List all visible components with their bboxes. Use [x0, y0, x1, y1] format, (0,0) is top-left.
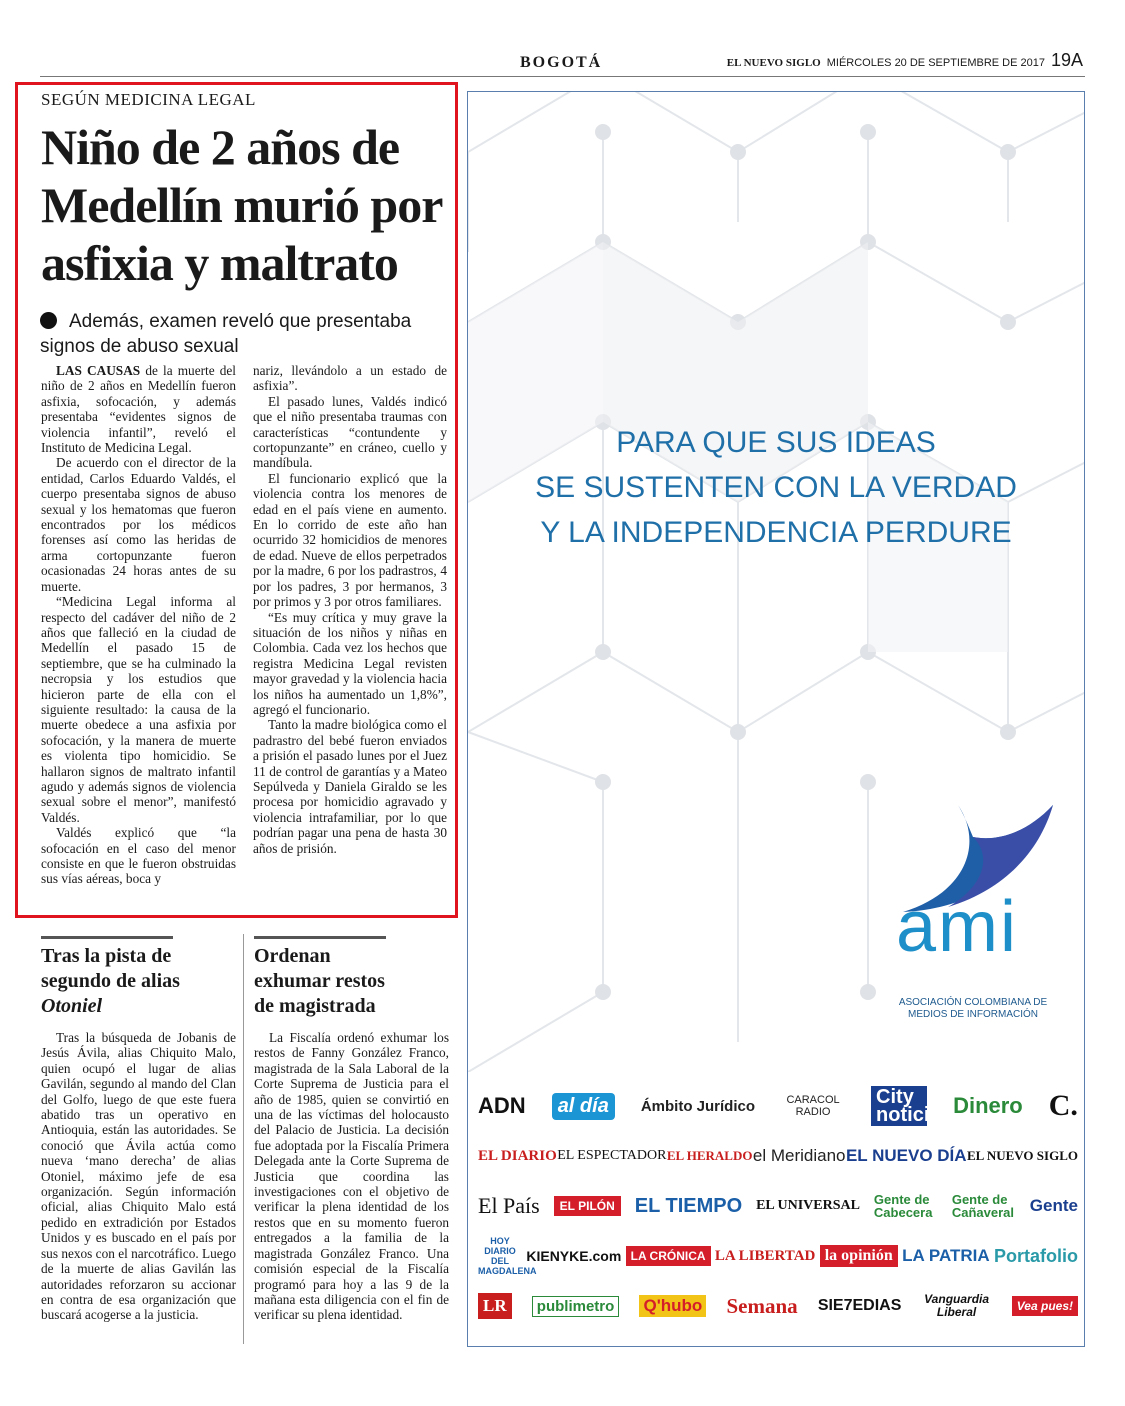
paragraph: De acuerdo con el director de la entidad, Carlos Eduardo Valdés, el cuerpo presentaba signos de abuso sexual y los hematomas que fueron encontrados por los médicos forenses así como las heridas de arma cortopunzante fueron ocasionadas 24 horas antes de su muerte.	[41, 455, 236, 594]
logo-la-patria: LA PATRIA	[902, 1246, 990, 1265]
logo-ambito-juridico: Ámbito Jurídico	[640, 1097, 756, 1115]
ad-slogan	[468, 420, 1084, 555]
logo-el-tiempo: EL TIEMPO	[634, 1194, 743, 1217]
logo-publimetro: publimetro	[532, 1296, 620, 1317]
logo-dinero: Dinero	[953, 1093, 1023, 1118]
title-line: de magistrada	[254, 995, 376, 1017]
logo-el-pais: El País	[478, 1193, 540, 1218]
logo-row	[478, 1282, 1078, 1330]
advertisement	[467, 91, 1085, 1347]
subhead-text: Además, examen reveló que presentaba signos de abuso sexual	[40, 311, 412, 357]
logo-el-meridiano: el Meridiano	[752, 1146, 846, 1165]
article-2-body: Tras la búsqueda de Jobanis de Jesús Ávila, alias Chiquito Malo, quien ocupó el lugar de alias Gavilán, segundo al mando del Clan del Golfo, luego de que este fuera abatido tras un operativo en Antioquia, están las autoridades. Se conoció que Ávila actúa como nueva ‘mano derecha’ de alias Otoniel, máximo jefe de esa organización. Según información oficial, alias Chiquito Malo está pedido en extradición por Estados Unidos y es buscado en el país por sus nexos con el narcotráfico. Luego de la muerte de alias Gavilán las autoridades reforzaron su accionar en contra de esa organización que buscará acogerse a la justicia.	[41, 1030, 236, 1323]
paragraph: “Medicina Legal informa al respecto del cadáver del niño de 2 años que falleció en la ciudad de Medellín el pasado 15 de septiembre, que se ha culminado la necropsia y los estudios que hicieron parte de ella con el siguiente resultado: la causa de la muerte obedece a una asfixia por sofocación, y la manera de muerte es violenta tipo homicidio. Se hallaron signos de maltrato infantil agudo y además signos de violencia sexual sobre el menor”, manifestó Valdés.	[41, 594, 236, 825]
logo-la-libertad: LA LIBERTAD	[714, 1247, 816, 1264]
logo-row	[478, 1182, 1078, 1230]
logo-row	[478, 1082, 1078, 1130]
paragraph: “Es muy crítica y muy grave la situación de los niños y niñas en Colombia. Cada vez los hechos que registra Medicina Legal revisten mayor gravedad y la violencia hacia los niños ha aumentado un 1,8%”, agregó el funcionario.	[253, 609, 447, 717]
column-divider	[243, 934, 244, 1344]
paragraph	[41, 363, 236, 455]
logo-adn: ADN	[478, 1093, 526, 1118]
slogan-line: PARA QUE SUS IDEAS	[616, 426, 936, 459]
title-line: exhumar restos	[254, 970, 385, 992]
slogan-line: Y LA INDEPENDENCIA PERDURE	[540, 516, 1012, 549]
article-column-1	[41, 363, 236, 887]
page-header-info	[727, 50, 1083, 71]
lead-word: LAS CAUSAS	[56, 363, 141, 378]
org-line: ASOCIACIÓN COLOMBIANA DE	[898, 997, 1048, 1008]
article-column-2	[253, 363, 447, 856]
page-number: 19A	[1050, 50, 1083, 70]
title-line: Otoniel	[41, 995, 103, 1017]
logo-el-pilon: EL PILÓN	[554, 1196, 621, 1216]
org-line: MEDIOS DE INFORMACIÓN	[907, 1009, 1038, 1020]
paragraph: nariz, llevándolo a un estado de asfixia”.	[253, 363, 447, 394]
logo-row	[478, 1132, 1078, 1180]
logo-portafolio: Portafolio	[994, 1245, 1078, 1266]
article-rule	[254, 936, 386, 939]
article-3-title	[254, 944, 449, 1019]
logo-el-diario: EL DIARIO	[478, 1147, 557, 1164]
logo-gente-cabecera: Gente de Cabecera	[873, 1192, 933, 1220]
header-rule	[40, 76, 1085, 77]
article-subhead	[40, 309, 450, 359]
section-name: BOGOTÁ	[520, 54, 603, 71]
ami-organization	[868, 997, 1078, 1021]
logo-semana: Semana	[726, 1293, 798, 1318]
logo-el-heraldo: EL HERALDO	[666, 1148, 753, 1163]
logo-la-opinion: la opinión	[820, 1245, 898, 1267]
title-line: Ordenan	[254, 945, 331, 967]
logo-qhubo: Q'hubo	[639, 1295, 706, 1317]
paragraph: El funcionario explicó que la violencia contra los menores de edad en el país viene en aumento. En lo corrido de este año han ocurrido 32 homicidios de menores de edad. Nueve de ellos perpetrados por la madre, 6 por los padrastros, 4 por los padres, 3 por hermanos, 3 por primos y 3 por otros familiares.	[253, 470, 447, 610]
slogan-line: SE SUSTENTEN CON LA VERDAD	[535, 471, 1017, 504]
logo-la-cronica: LA CRÓNICA	[626, 1246, 711, 1266]
paragraph: Tanto la madre biológica como el padrastro del bebé fueron enviados a prisión el pasado lunes por el Juez 11 de control de garantías y a Mateo Sepúlveda y Daniela Giraldo se les procesa por homicidio agravado y violencia intrafamiliar, por lo que podrían pagar una pena de hasta 30 años de prisión.	[253, 717, 447, 856]
newspaper-name: EL NUEVO SIGLO	[726, 57, 821, 69]
bullet-icon	[40, 312, 57, 329]
article-headline: Niño de 2 años de Medellín murió por asfixia y maltrato	[41, 119, 442, 291]
paragraph-text: de la muerte del niño de 2 años en Medellín fueron asfixia, sofocación, y además presentaba “evidentes signos de violencia infantil”, reveló el Instituto de Medicina Legal.	[41, 363, 236, 456]
logo-hoy-diario-del-magdalena: HOY DIARIO DEL MAGDALENA	[478, 1236, 537, 1276]
logo-gente-canaveral: Gente de Cañaveral	[951, 1192, 1014, 1220]
article-3-body: La Fiscalía ordenó exhumar los restos de Fanny González Franco, magistrada de la Sala Laboral de la Corte Suprema de Justicia para el año de 1985, quien se convirtió en una de las víctimas del holocausto del Palacio de Justicia. La decisión fue adoptada por la Fiscalía Primera Delegada ante la Corte Suprema de Justicia que coordina las investigaciones con el objetivo de verificar la plena identidad de los restos que en su momento fueron entregados a la familia de la magistrada González Franco. Una comisión especial de la Fiscalía programó para hoy a las 9 de la mañana esta diligencia con el fin de verificar su plena identidad.	[254, 1030, 449, 1323]
logo-caracol-radio: CARACOL RADIO	[786, 1094, 840, 1118]
article-kicker: SEGÚN MEDICINA LEGAL	[41, 90, 256, 109]
logo-vea-pues: Vea pues!	[1012, 1296, 1078, 1316]
logo-city-noticias: City noticias	[871, 1086, 927, 1126]
logo-el-nuevo-dia: EL NUEVO DÍA	[845, 1146, 967, 1165]
logo-row	[478, 1232, 1078, 1280]
logo-siete-dias: SIE7EDIAS	[817, 1297, 902, 1314]
title-line: segundo de alias	[41, 970, 180, 992]
paragraph: Valdés explicó que “la sofocación en el caso del menor consiste en que le fueron obstruidas sus vías aéreas, boca y	[41, 825, 236, 887]
logo-vanguardia-liberal: Vanguardia Liberal	[924, 1292, 990, 1319]
member-logos	[478, 1082, 1078, 1332]
logo-gente: Gente	[1029, 1196, 1078, 1215]
logo-kienyke: KIENYKE.com	[526, 1248, 622, 1264]
logo-el-universal: EL UNIVERSAL	[756, 1198, 860, 1213]
ami-brand: ami	[896, 887, 1019, 967]
logo-colombiano: C.	[1048, 1089, 1078, 1122]
issue-date: MIÉRCOLES 20 DE SEPTIEMBRE DE 2017	[826, 57, 1045, 69]
logo-la-republica: LR	[478, 1293, 512, 1319]
paragraph: El pasado lunes, Valdés indicó que el niño presentaba traumas con características “contundente y cortopunzante” en cráneo, cuello y mandíbula.	[253, 393, 447, 471]
logo-el-nuevo-siglo: EL NUEVO SIGLO	[966, 1148, 1078, 1163]
article-rule	[41, 936, 173, 939]
title-line: Tras la pista de	[41, 945, 172, 967]
article-2-title	[41, 944, 236, 1019]
logo-al-dia: al día	[552, 1093, 615, 1120]
logo-el-espectador: EL ESPECTADOR	[557, 1148, 667, 1163]
